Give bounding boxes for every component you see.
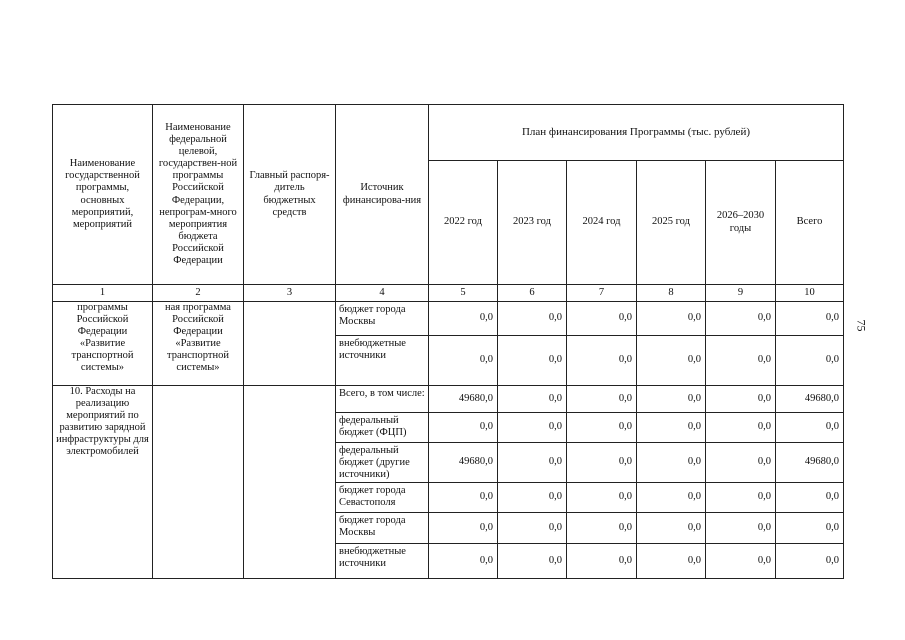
funding-source-cell: федеральный бюджет (ФЦП): [336, 413, 429, 443]
amount-cell: 0,0: [706, 443, 776, 483]
amount-cell: 0,0: [429, 413, 498, 443]
amount-cell: 0,0: [429, 544, 498, 579]
table-row: [53, 386, 844, 413]
amount-cell: 0,0: [637, 302, 706, 336]
amount-cell: 0,0: [706, 336, 776, 386]
column-number: 1: [53, 285, 153, 302]
amount-cell: 0,0: [498, 483, 567, 513]
amount-cell: 0,0: [706, 483, 776, 513]
amount-cell: 0,0: [429, 336, 498, 386]
amount-cell: 0,0: [776, 302, 844, 336]
funding-source-cell: бюджет города Москвы: [336, 302, 429, 336]
budget-manager-cell: [244, 386, 336, 579]
header-year-2026-2030: 2026–2030 годы: [706, 161, 776, 285]
amount-cell: 0,0: [706, 513, 776, 544]
column-number: 4: [336, 285, 429, 302]
amount-cell: 0,0: [637, 544, 706, 579]
amount-cell: 0,0: [706, 544, 776, 579]
header-year-2024: 2024 год: [567, 161, 637, 285]
column-number: 9: [706, 285, 776, 302]
amount-cell: 0,0: [706, 386, 776, 413]
amount-cell: 0,0: [498, 413, 567, 443]
column-number: 7: [567, 285, 637, 302]
column-number: 6: [498, 285, 567, 302]
amount-cell: 0,0: [637, 413, 706, 443]
header-year-2022: 2022 год: [429, 161, 498, 285]
financing-table: [52, 104, 844, 579]
amount-cell: 0,0: [776, 483, 844, 513]
amount-cell: 0,0: [567, 443, 637, 483]
funding-source-cell: Всего, в том числе:: [336, 386, 429, 413]
amount-cell: 0,0: [567, 544, 637, 579]
amount-cell: 0,0: [567, 336, 637, 386]
table-row: [53, 302, 844, 336]
federal-program-cell: ная программа Российской Федерации «Развитие транспортной системы»: [153, 302, 244, 386]
amount-cell: 0,0: [567, 483, 637, 513]
amount-cell: 0,0: [706, 413, 776, 443]
amount-cell: 0,0: [567, 302, 637, 336]
header-year-2023: 2023 год: [498, 161, 567, 285]
amount-cell: 0,0: [706, 302, 776, 336]
amount-cell: 0,0: [567, 413, 637, 443]
amount-cell: 0,0: [567, 513, 637, 544]
amount-cell: 0,0: [776, 544, 844, 579]
funding-source-cell: бюджет города Москвы: [336, 513, 429, 544]
amount-cell: 0,0: [429, 302, 498, 336]
column-number: 10: [776, 285, 844, 302]
amount-cell: 0,0: [498, 302, 567, 336]
header-budget-manager: Главный распоря-дитель бюджетных средств: [244, 105, 336, 285]
amount-cell: 49680,0: [776, 443, 844, 483]
amount-cell: 0,0: [498, 386, 567, 413]
amount-cell: 0,0: [498, 513, 567, 544]
header-federal-program: Наименование федеральной целевой, государствен-ной программы Российской Федерации, непрограм-много мероприятия бюджета Российской Федерации: [153, 105, 244, 285]
budget-manager-cell: [244, 302, 336, 386]
header-funding-source: Источник финансирова-ния: [336, 105, 429, 285]
funding-source-cell: бюджет города Севастополя: [336, 483, 429, 513]
amount-cell: 0,0: [637, 483, 706, 513]
program-name-cell: 10. Расходы на реализацию мероприятий по развитию зарядной инфраструктуры для электромобилей: [53, 386, 153, 579]
amount-cell: 0,0: [776, 336, 844, 386]
column-number: 5: [429, 285, 498, 302]
amount-cell: 0,0: [776, 413, 844, 443]
column-number: 8: [637, 285, 706, 302]
column-number: 2: [153, 285, 244, 302]
amount-cell: 0,0: [498, 544, 567, 579]
page-number: 75: [854, 319, 869, 332]
header-year-2025: 2025 год: [637, 161, 706, 285]
amount-cell: 0,0: [429, 513, 498, 544]
funding-source-cell: внебюджетные источники: [336, 544, 429, 579]
amount-cell: 0,0: [637, 443, 706, 483]
amount-cell: 49680,0: [429, 443, 498, 483]
column-number: 3: [244, 285, 336, 302]
program-name-cell: программы Российской Федерации «Развитие транспортной системы»: [53, 302, 153, 386]
amount-cell: 49680,0: [776, 386, 844, 413]
amount-cell: 0,0: [637, 386, 706, 413]
amount-cell: 0,0: [776, 513, 844, 544]
amount-cell: 0,0: [567, 386, 637, 413]
amount-cell: 0,0: [429, 483, 498, 513]
funding-source-cell: внебюджетные источники: [336, 336, 429, 386]
amount-cell: 0,0: [498, 336, 567, 386]
header-program-name: Наименование государственной программы, основных мероприятий, мероприятий: [53, 105, 153, 285]
amount-cell: 0,0: [637, 513, 706, 544]
amount-cell: 0,0: [498, 443, 567, 483]
amount-cell: 49680,0: [429, 386, 498, 413]
funding-source-cell: федеральный бюджет (другие источники): [336, 443, 429, 483]
federal-program-cell: [153, 386, 244, 579]
header-financing-plan: План финансирования Программы (тыс. рублей): [429, 105, 844, 161]
amount-cell: 0,0: [637, 336, 706, 386]
header-total: Всего: [776, 161, 844, 285]
